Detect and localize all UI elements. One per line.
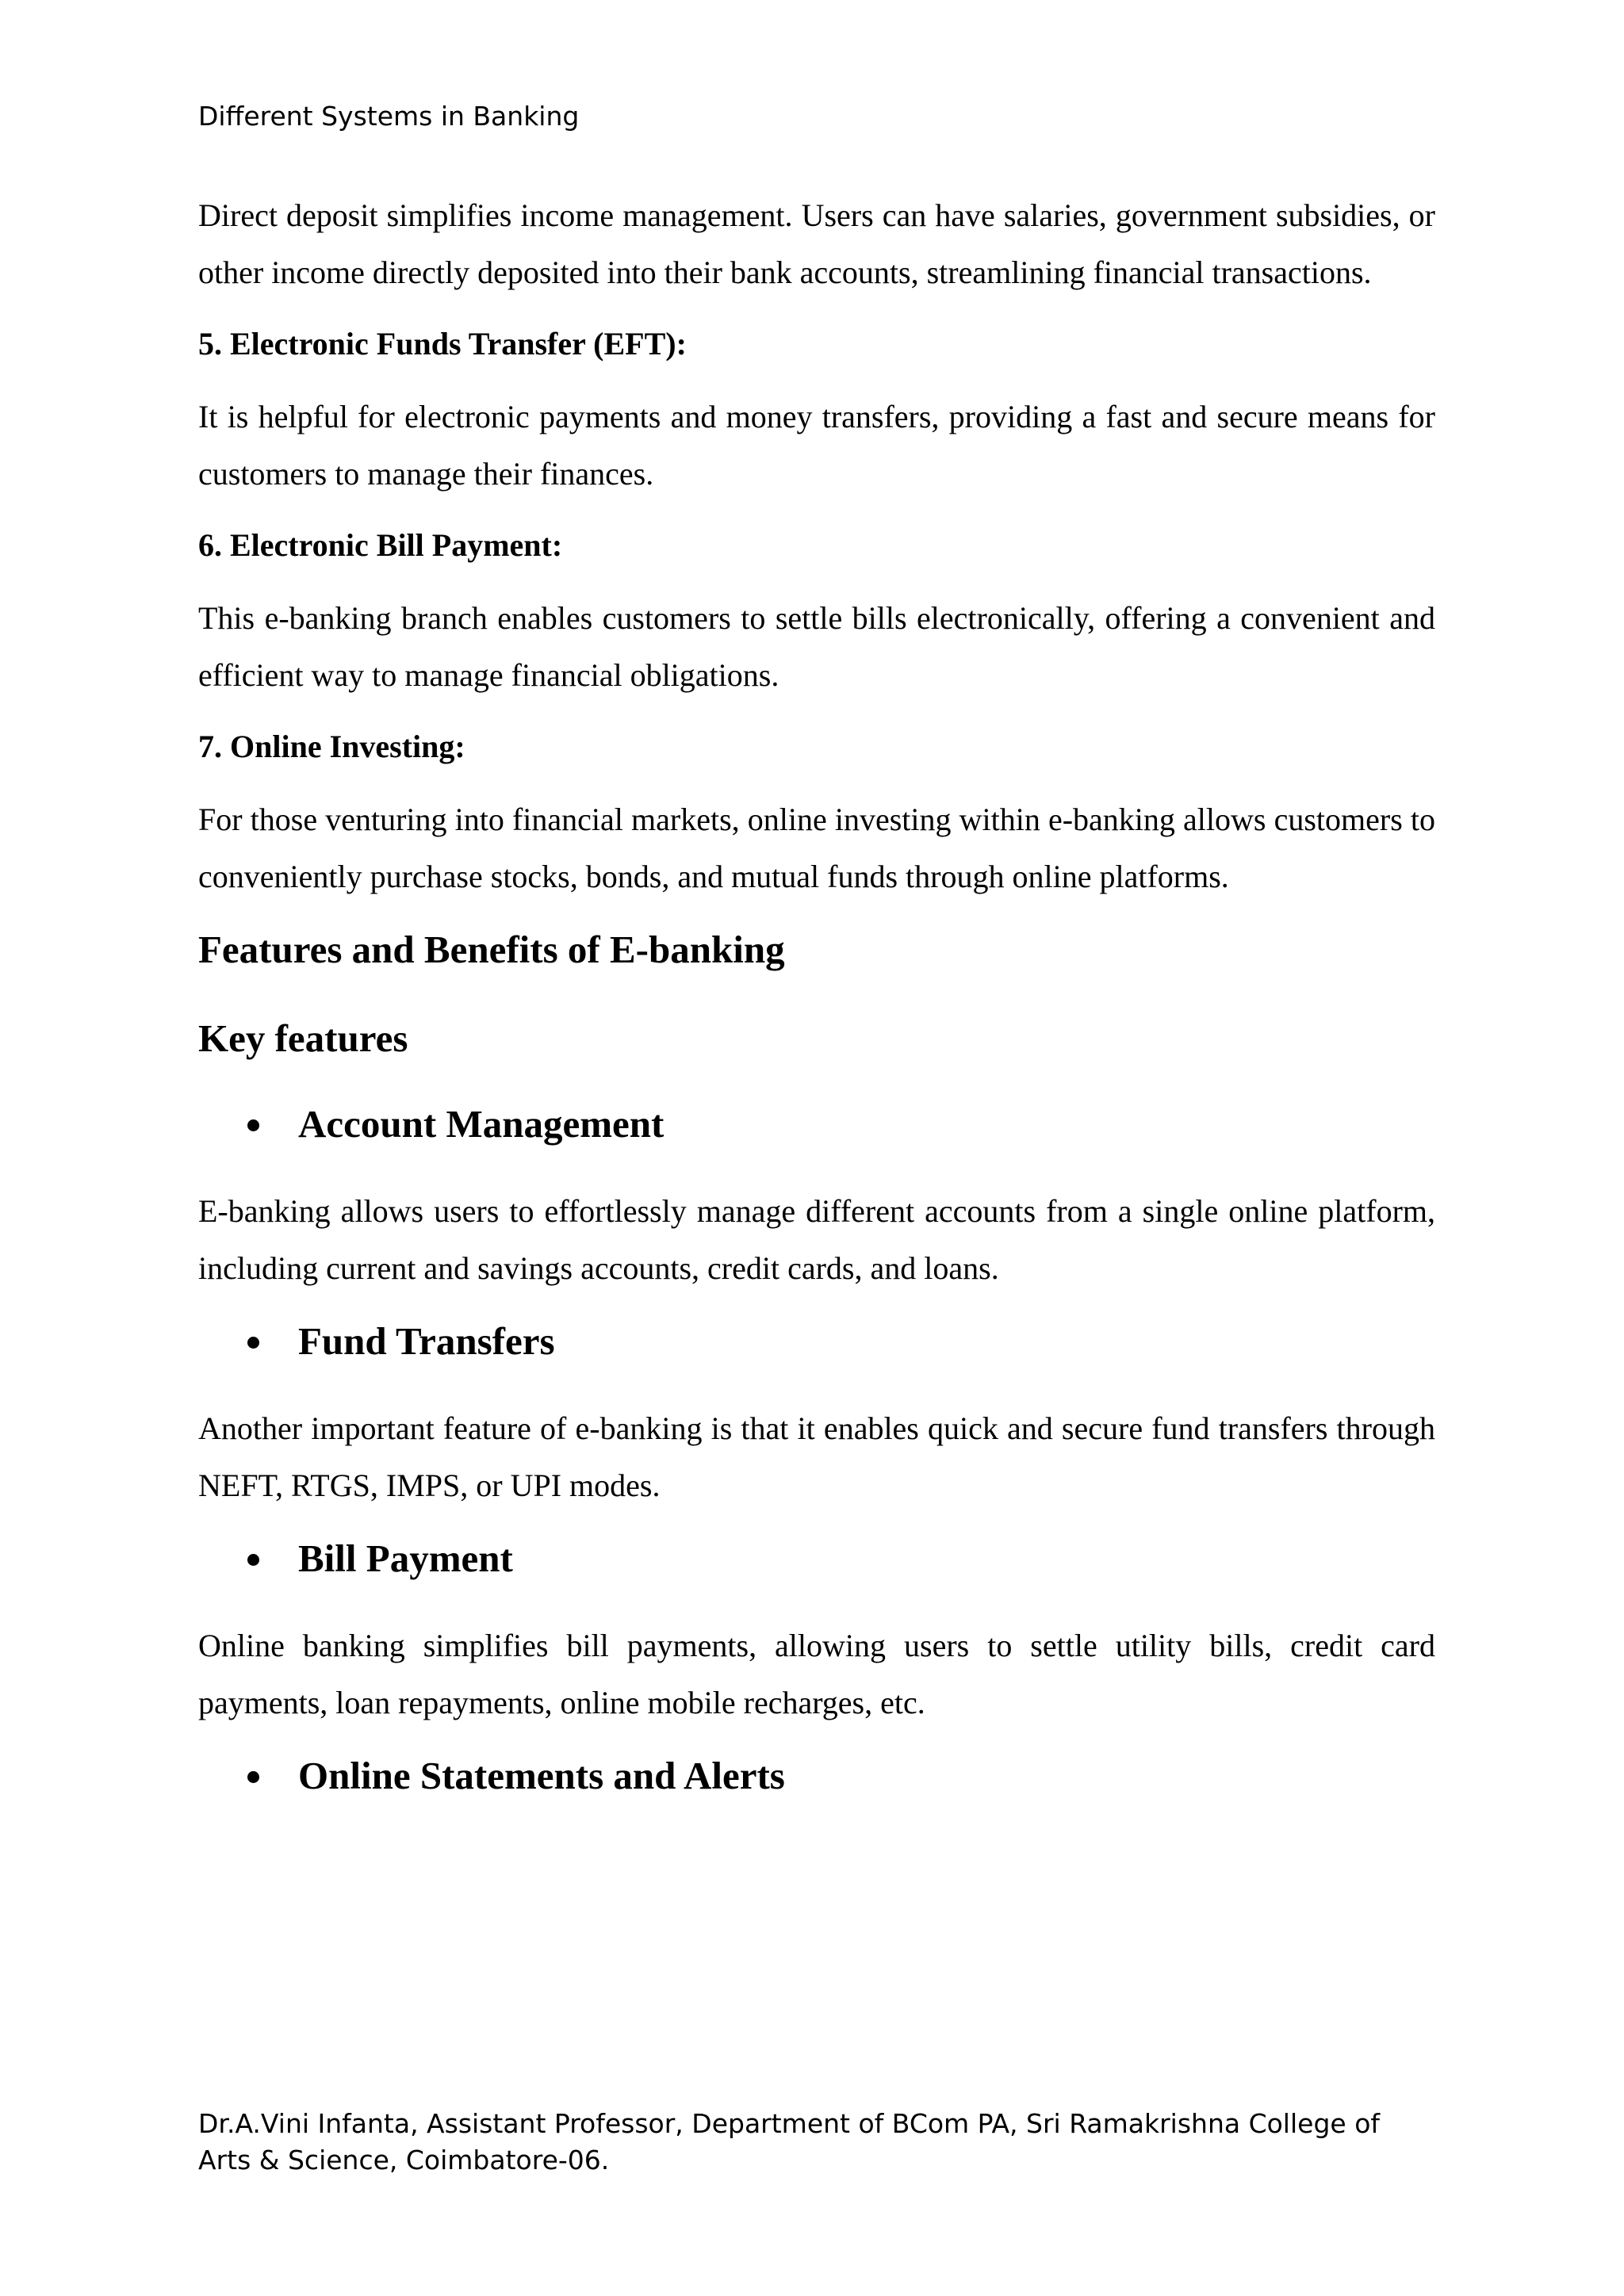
feature-title: Online Statements and Alerts (298, 1754, 785, 1797)
feature-title: Fund Transfers (298, 1319, 555, 1363)
feature-heading-fund-transfers (198, 1318, 1435, 1365)
feature-heading-account-management (198, 1100, 1435, 1148)
page-header: Different Systems in Banking (198, 101, 580, 132)
page-footer: Dr.A.Vini Infanta, Assistant Professor, Department of BCom PA, Sri Ramakrishna College of Arts & Science, Coimbatore-06. (198, 2108, 1380, 2175)
bullet-icon (247, 1119, 259, 1131)
sub-heading: Key features (198, 1016, 408, 1060)
feature-title: Account Management (298, 1102, 665, 1146)
numbered-heading-online-investing: 7. Online Investing: (198, 729, 465, 764)
feature-title: Bill Payment (298, 1536, 513, 1580)
numbered-heading-eft: 5. Electronic Funds Transfer (EFT): (198, 326, 687, 362)
numbered-heading-bill-payment: 6. Electronic Bill Payment: (198, 527, 563, 563)
fund-transfers-paragraph: Another important feature of e-banking is that it enables quick and secure fund transfers through NEFT, RTGS, IMPS, or UPI modes. (198, 1410, 1435, 1503)
document-body (198, 187, 1435, 1835)
bullet-icon (247, 1771, 259, 1783)
online-investing-paragraph: For those venturing into financial markets, online investing within e-banking allows customers to conveniently purchase stocks, bonds, and mutual funds through online platforms. (198, 802, 1435, 894)
bullet-icon (247, 1554, 259, 1566)
feature-heading-bill-payment (198, 1535, 1435, 1582)
bullet-icon (247, 1337, 259, 1349)
account-management-paragraph: E-banking allows users to effortlessly manage different accounts from a single online platform, including current and savings accounts, credit cards, and loans. (198, 1193, 1435, 1286)
bill-payment-paragraph: This e-banking branch enables customers to settle bills electronically, offering a convenient and efficient way to manage financial obligations. (198, 600, 1435, 693)
section-heading: Features and Benefits of E-banking (198, 928, 785, 971)
intro-paragraph: Direct deposit simplifies income management. Users can have salaries, government subsidies, or other income directly deposited into their bank accounts, streamlining financial transactions. (198, 197, 1435, 290)
bill-payment-feature-paragraph: Online banking simplifies bill payments, allowing users to settle utility bills, credit card payments, loan repayments, online mobile recharges, etc. (198, 1628, 1435, 1720)
feature-heading-online-statements (198, 1752, 1435, 1800)
eft-paragraph: It is helpful for electronic payments and money transfers, providing a fast and secure means for customers to manage their finances. (198, 399, 1435, 492)
